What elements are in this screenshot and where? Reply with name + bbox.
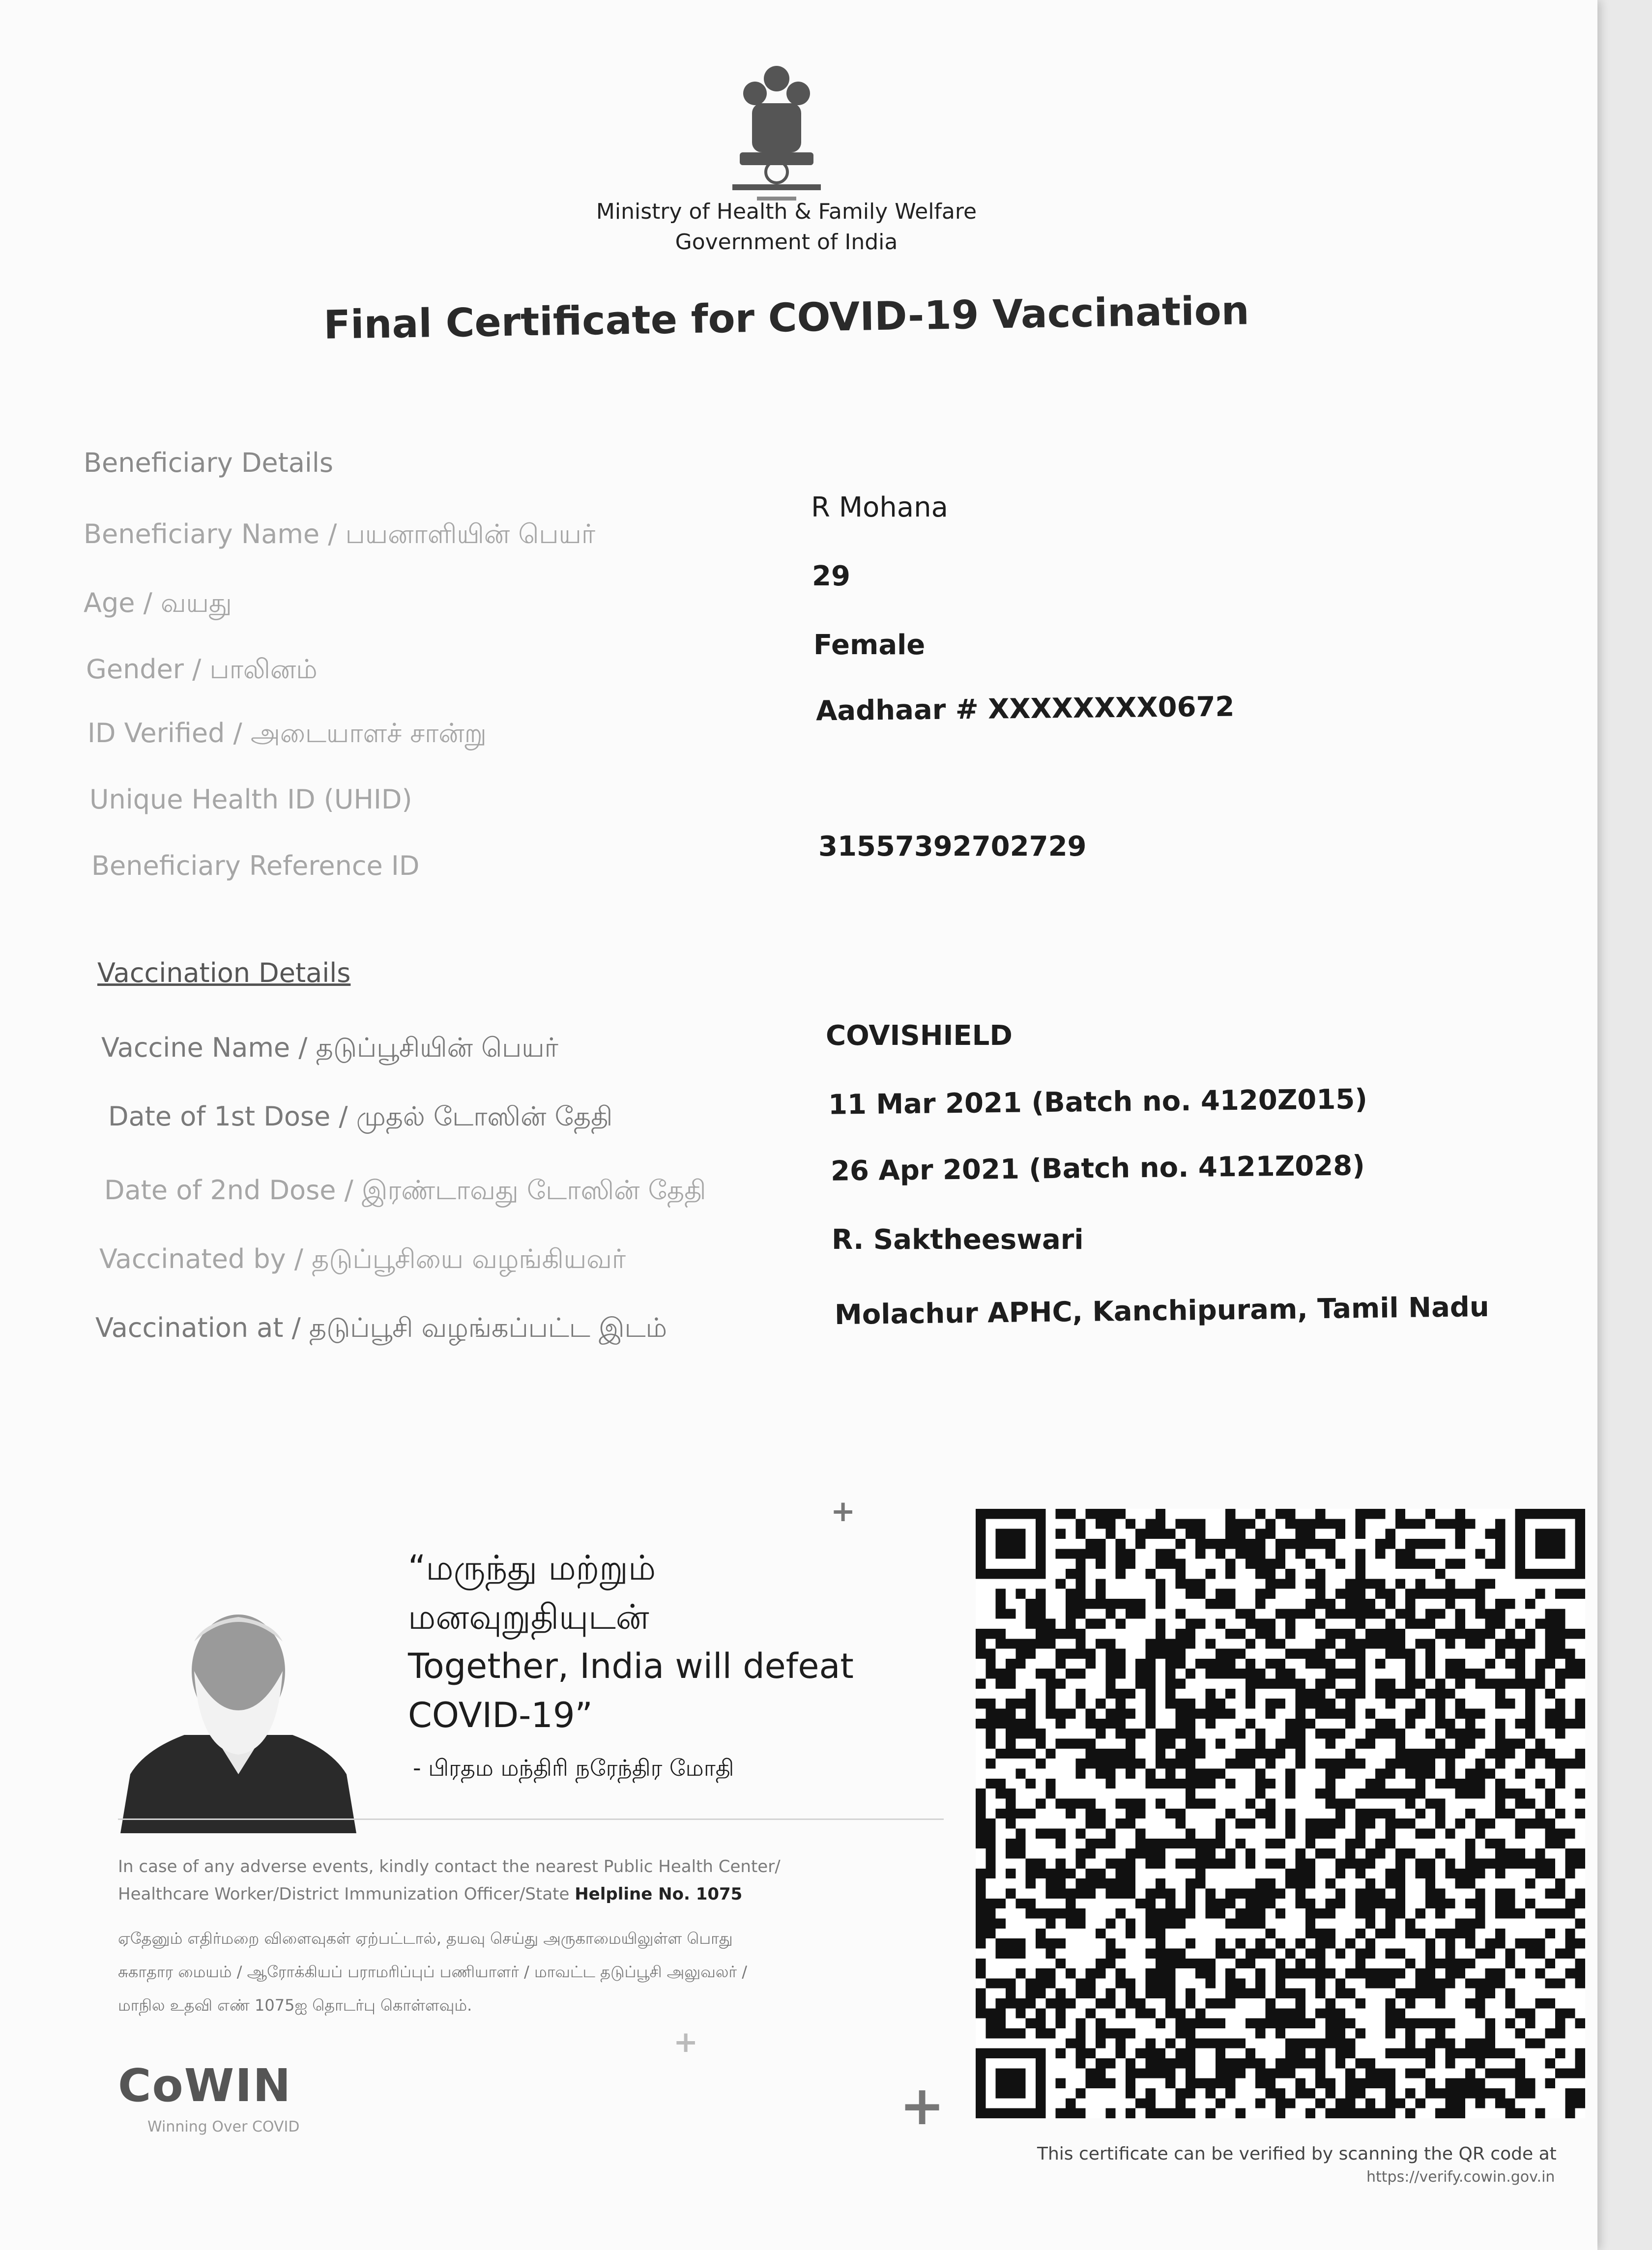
portrait-image [116, 1587, 361, 1833]
plus-mark: + [673, 2025, 698, 2059]
vaccine-name-value: COVISHIELD [826, 1020, 1013, 1052]
second-dose-label: Date of 2nd Dose / இரண்டாவது டோஸின் தேதி [104, 1175, 706, 1206]
quote-attribution: - பிரதம மந்திரி நரேந்திர மோதி [413, 1755, 734, 1781]
advisory-tamil [118, 1922, 954, 2022]
vaccination-at-value: Molachur APHC, Kanchipuram, Tamil Nadu [834, 1291, 1490, 1331]
quote-line-1: “மருந்து மற்றும் [408, 1548, 656, 1588]
gender-value: Female [813, 629, 926, 661]
id-verified-label: ID Verified / அடையாளச் சான்று [87, 718, 487, 749]
qr-code[interactable] [976, 1509, 1585, 2118]
second-dose-value: 26 Apr 2021 (Batch no. 4121Z028) [830, 1150, 1365, 1187]
vaccinated-by-value: R. Saktheeswari [832, 1224, 1084, 1256]
national-emblem-icon [723, 59, 831, 206]
advisory-tamil-line-2: சுகாதார மையம் / ஆரோக்கியப் பராமரிப்புப் பணியாளர் / மாவட்ட தடுப்பூசி அலுவலர் / [118, 1962, 748, 1981]
advisory-english-line-1: In case of any adverse events, kindly contact the nearest Public Health Center/ [118, 1857, 781, 1876]
quote-line-4: COVID-19” [408, 1695, 593, 1735]
quote-line-3: Together, India will defeat [408, 1646, 854, 1686]
ministry-name: Ministry of Health & Family Welfare [596, 199, 977, 224]
qr-finder [1535, 1529, 1565, 1559]
pm-quote [408, 1543, 958, 1740]
beneficiary-section-title: Beneficiary Details [84, 447, 334, 478]
certificate-title: Final Certificate for COVID-19 Vaccination [323, 288, 1250, 348]
uhid-label: Unique Health ID (UHID) [89, 784, 412, 815]
qr-modules [976, 1509, 1585, 2118]
advisory-tamil-line-3: மாநில உதவி எண் 1075ஐ தொடர்பு கொள்ளவும். [118, 1996, 472, 2015]
id-verified-value: Aadhaar # XXXXXXXX0672 [815, 691, 1235, 727]
advisory-english-line-2-text: Healthcare Worker/District Immunization Officer/State [118, 1884, 575, 1904]
advisory-english [118, 1853, 954, 1908]
quote-line-2: மனவுறுதியுடன் [408, 1597, 649, 1637]
vaccination-at-label: Vaccination at / தடுப்பூசி வழங்கப்பட்ட இடம் [95, 1312, 667, 1343]
cowin-logo: CoWIN [118, 2059, 292, 2112]
qr-finder [996, 2068, 1026, 2098]
divider [118, 1818, 944, 1820]
qr-verification-url[interactable]: https://verify.cowin.gov.in [1366, 2168, 1555, 2186]
reference-id-label: Beneficiary Reference ID [91, 850, 420, 881]
advisory-english-line-2 [118, 1880, 954, 1908]
qr-verification-note: This certificate can be verified by scanning the QR code at [1037, 2144, 1557, 2164]
helpline-number: Helpline No. 1075 [575, 1884, 743, 1904]
advisory-tamil-line-1: ஏதேனும் எதிர்மறை விளைவுகள் ஏற்பட்டால், தயவு செய்து அருகாமையிலுள்ள பொது [118, 1929, 733, 1948]
vaccination-section-title: Vaccination Details [97, 957, 351, 988]
plus-mark: + [831, 1494, 856, 1529]
reference-id-value: 31557392702729 [818, 831, 1087, 863]
qr-finder [996, 1529, 1026, 1559]
gender-label: Gender / பாலினம் [86, 654, 318, 685]
first-dose-label: Date of 1st Dose / முதல் டோஸின் தேதி [108, 1101, 613, 1132]
plus-mark: + [899, 2074, 945, 2137]
age-label: Age / வயது [84, 587, 232, 618]
beneficiary-name-label: Beneficiary Name / பயனாளியின் பெயர் [84, 519, 596, 549]
vaccine-name-label: Vaccine Name / தடுப்பூசியின் பெயர் [101, 1032, 558, 1063]
vaccinated-by-label: Vaccinated by / தடுப்பூசியை வழங்கியவர் [99, 1243, 626, 1274]
government-name: Government of India [675, 230, 898, 255]
age-value: 29 [812, 560, 850, 592]
first-dose-value: 11 Mar 2021 (Batch no. 4120Z015) [828, 1083, 1368, 1121]
ministry-heading [492, 197, 1081, 258]
beneficiary-name-value: R Mohana [811, 491, 948, 523]
cowin-tagline: Winning Over COVID [147, 2118, 300, 2135]
